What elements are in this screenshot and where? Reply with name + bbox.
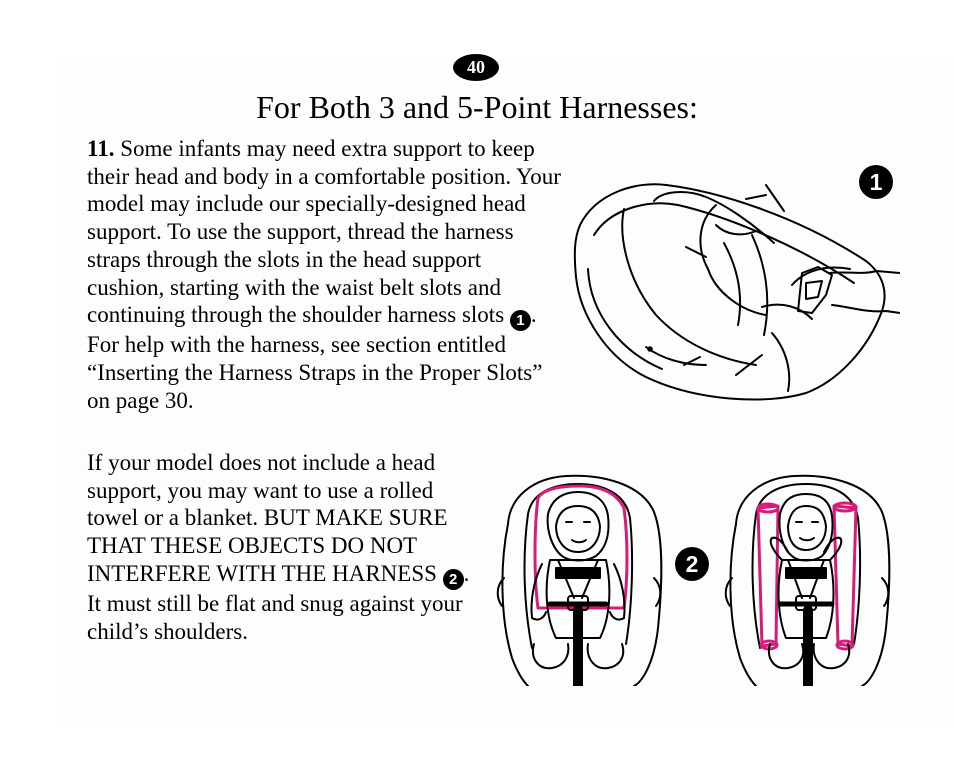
alternative-text-before: If your model does not include a head support, you may want to use a rolled towel or a blanket. BUT MAKE SURE THAT THESE OBJECTS DO NOT INTERFERE WITH THE HARNESS [87, 450, 448, 586]
figure-1-reference: 1 [510, 310, 531, 331]
step-text-before: Some infants may need extra support to keep their head and body in a comfortable position. Your model may include our specially-designed head support. To use the support, thread the harness straps through the slots in the head support cushion, starting with the waist belt slots and continuing through the shoulder harness slots [87, 136, 561, 328]
alternative-text-after: . It must still be flat and snug against your child’s shoulders. [87, 560, 470, 644]
infant-rolled-towel-illustration [722, 468, 894, 686]
step-11-paragraph [87, 135, 562, 414]
page-title: For Both 3 and 5-Point Harnesses: [256, 89, 698, 125]
alternative-paragraph [87, 449, 477, 645]
step-number: 11. [87, 136, 115, 161]
figure-2-label: 2 [675, 547, 709, 581]
carrier-head-support-illustration [566, 165, 900, 405]
infant-head-support-illustration [494, 468, 664, 686]
figure-1-label: 1 [859, 165, 893, 199]
step-text-after: . For help with the harness, see section entitled “Inserting the Harness Straps in the Proper Slots” on page 30. [87, 302, 543, 413]
figure-2-reference: 2 [443, 569, 464, 590]
page-number-badge: 40 [453, 54, 499, 81]
